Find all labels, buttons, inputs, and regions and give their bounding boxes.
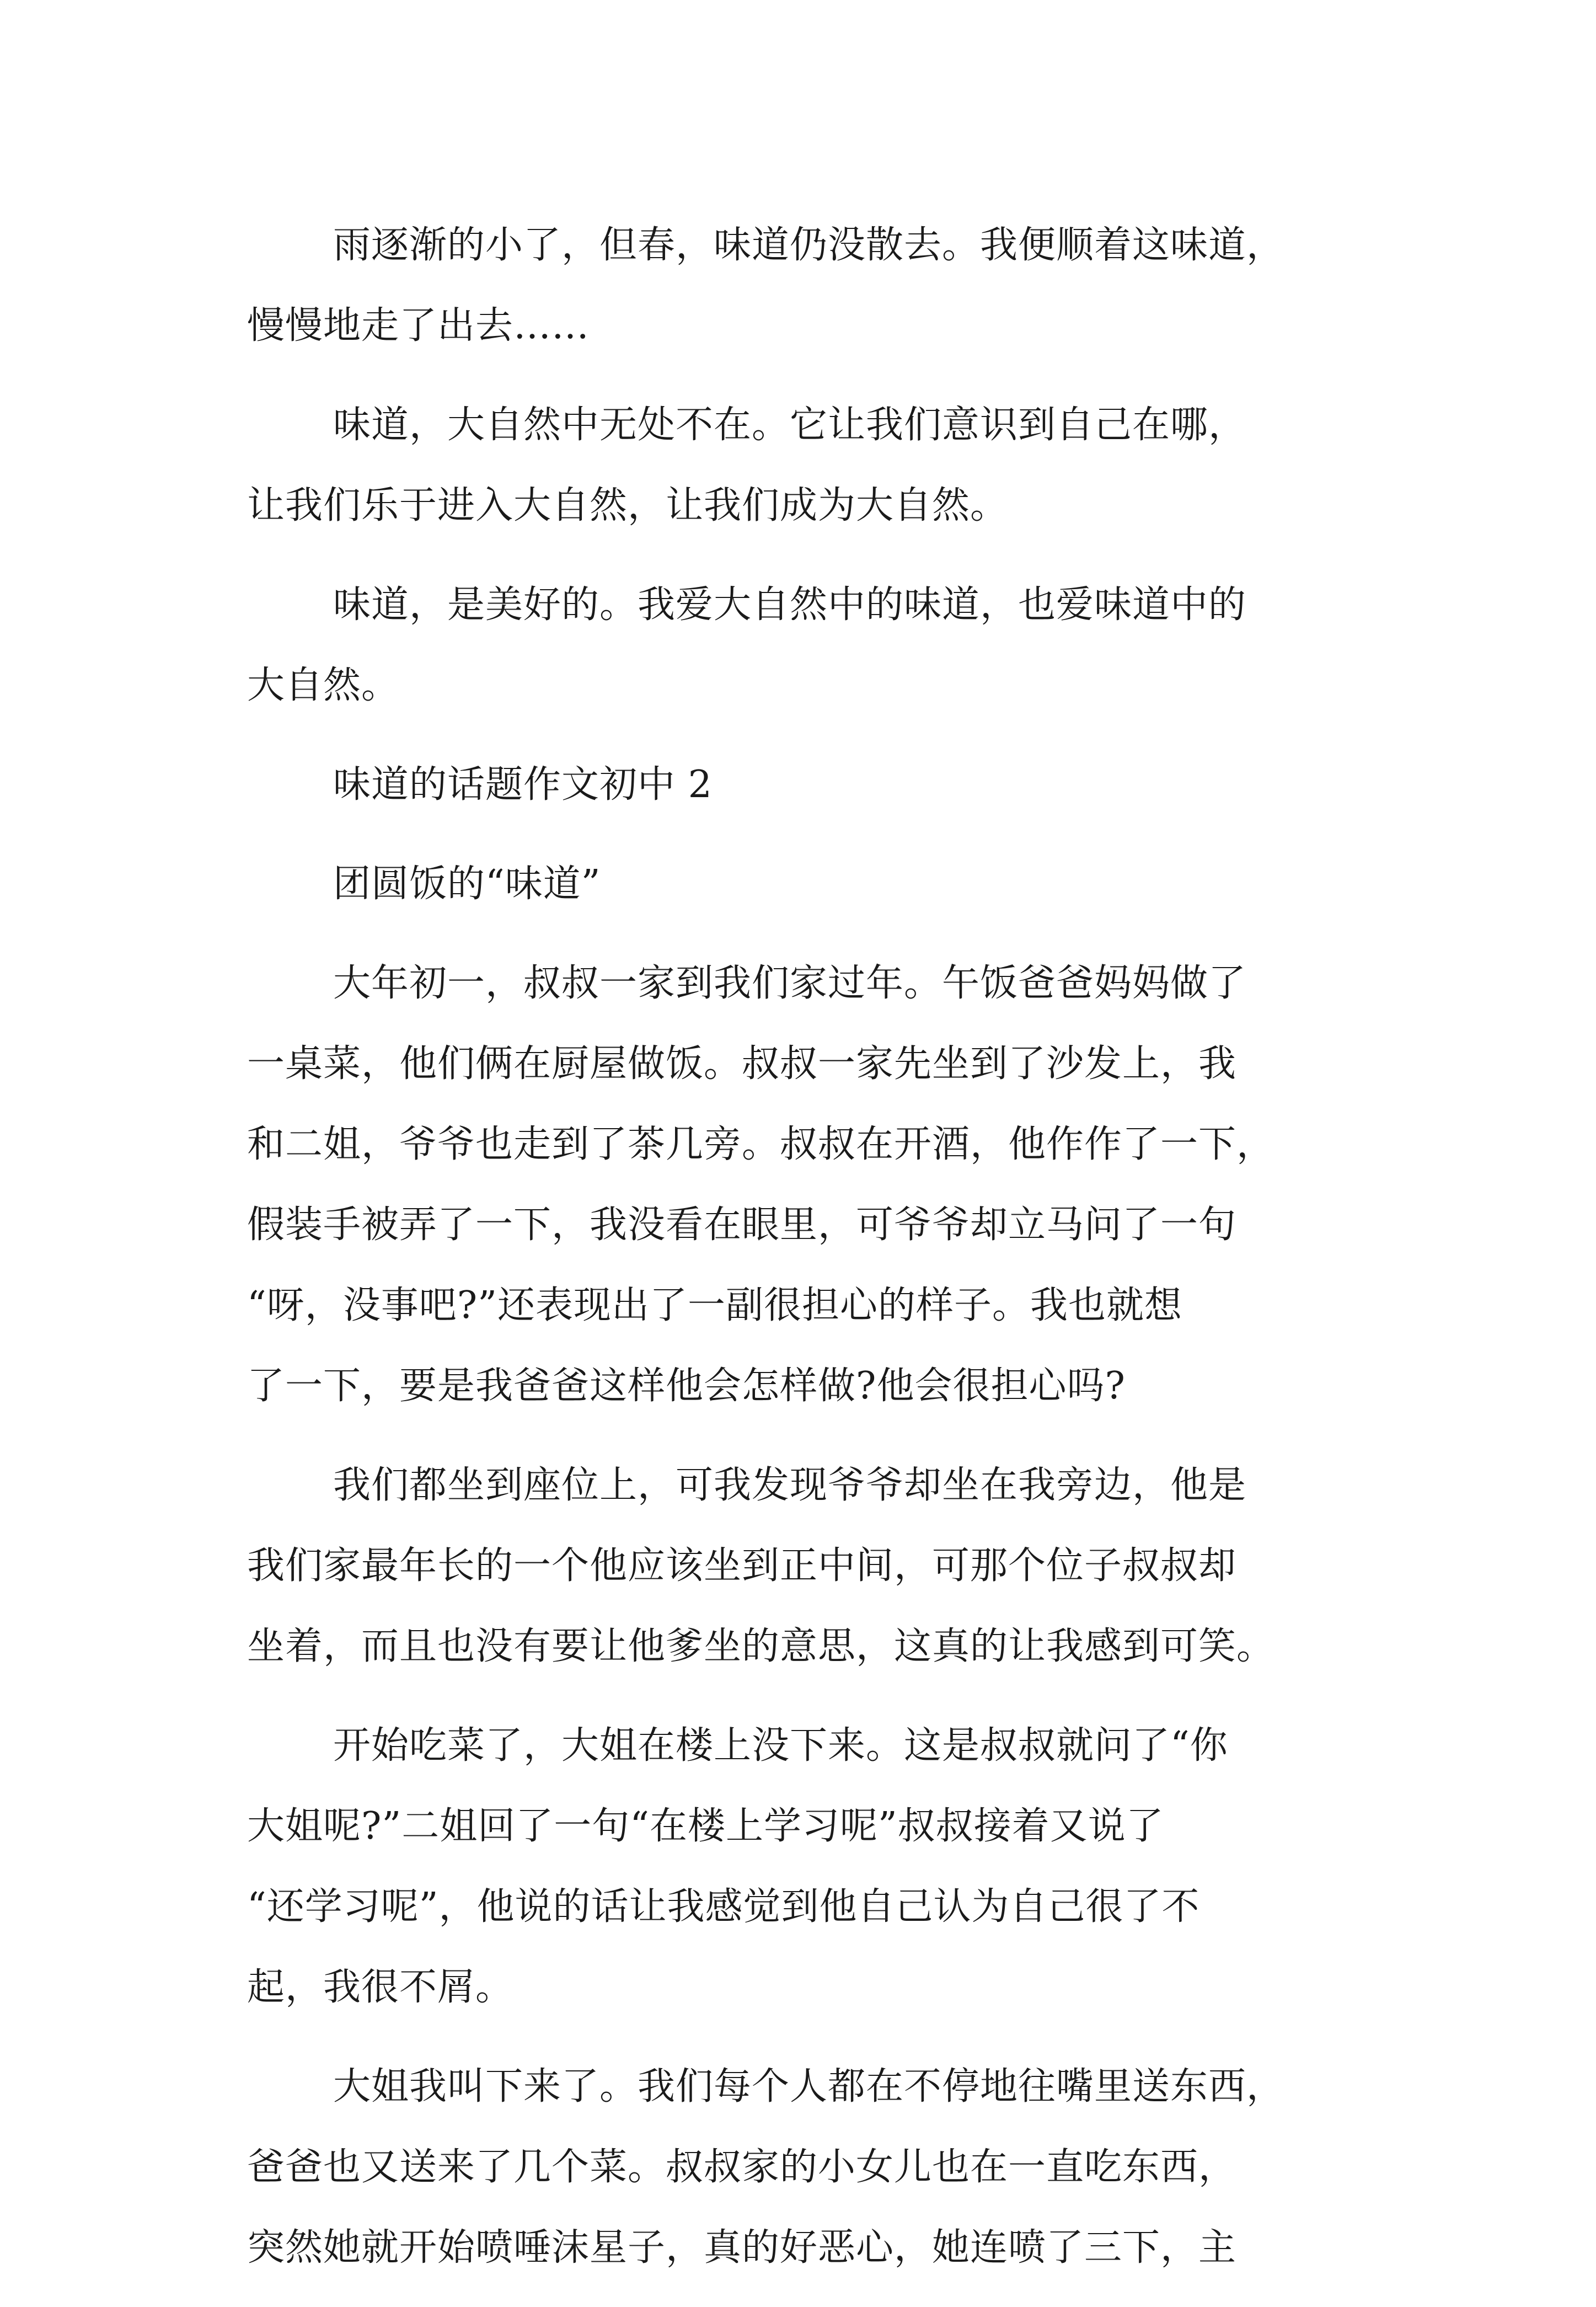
- essay-title: [247, 844, 1356, 925]
- paragraph-6: [247, 943, 1356, 1427]
- text-line: 了一下，要是我爸爸这样他会怎样做?他会很担心吗?: [247, 1364, 1126, 1408]
- text-line: 慢慢地走了出去……: [247, 304, 590, 348]
- text-line: 一桌菜，他们俩在厨屋做饭。叔叔一家先坐到了沙发上，我: [247, 1042, 1237, 1086]
- paragraph-9: [247, 2047, 1356, 2288]
- paragraph-7: [247, 1445, 1356, 1687]
- text-line: 突然她就开始喷唾沫星子，真的好恶心，她连喷了三下，主: [247, 2226, 1237, 2269]
- text-line: 雨逐渐的小了，但春，味道仍没散去。我便顺着这味道，: [333, 223, 1285, 267]
- text-line: 大自然。: [247, 664, 400, 707]
- section-heading: [247, 745, 1356, 825]
- text-line: 大姐呢?”二姐回了一句“在楼上学习呢”叔叔接着又说了: [247, 1804, 1164, 1848]
- text-line: 味道，大自然中无处不在。它让我们意识到自己在哪，: [333, 403, 1247, 447]
- text-line: 味道的话题作文初中 2: [333, 763, 713, 807]
- paragraph-8: [247, 1706, 1356, 2028]
- text-line: 团圆饭的“味道”: [333, 862, 601, 906]
- text-line: 爸爸也又送来了几个菜。叔叔家的小女儿也在一直吃东西，: [247, 2145, 1237, 2189]
- document-page: [247, 205, 1356, 2307]
- paragraph-3: [247, 565, 1356, 726]
- text-line: 大姐我叫下来了。我们每个人都在不停地往嘴里送东西，: [333, 2065, 1285, 2108]
- text-line: 起，我很不屑。: [247, 1966, 514, 2009]
- text-line: 味道，是美好的。我爱大自然中的味道，也爱味道中的: [333, 583, 1247, 627]
- paragraph-2: [247, 385, 1356, 546]
- text-line: “还学习呢”，他说的话让我感觉到他自己认为自己很了不: [247, 1885, 1200, 1929]
- paragraph-1: [247, 205, 1356, 366]
- text-line: 我们都坐到座位上，可我发现爷爷却坐在我旁边，他是: [333, 1464, 1247, 1507]
- text-line: 我们家最年长的一个他应该坐到正中间，可那个位子叔叔却: [247, 1544, 1237, 1588]
- text-line: 让我们乐于进入大自然，让我们成为大自然。: [247, 484, 1009, 527]
- text-line: 和二姐，爷爷也走到了茶几旁。叔叔在开酒，他作作了一下，: [247, 1123, 1275, 1166]
- text-line: 坐着，而且也没有要让他爹坐的意思，这真的让我感到可笑。: [247, 1625, 1275, 1668]
- text-line: “呀，没事吧?”还表现出了一副很担心的样子。我也就想: [247, 1284, 1182, 1327]
- text-line: 大年初一，叔叔一家到我们家过年。午饭爸爸妈妈做了: [333, 962, 1247, 1005]
- text-line: 开始吃菜了，大姐在楼上没下来。这是叔叔就问了“你: [333, 1724, 1228, 1767]
- text-line: 假装手被弄了一下，我没看在眼里，可爷爷却立马问了一句: [247, 1203, 1237, 1247]
